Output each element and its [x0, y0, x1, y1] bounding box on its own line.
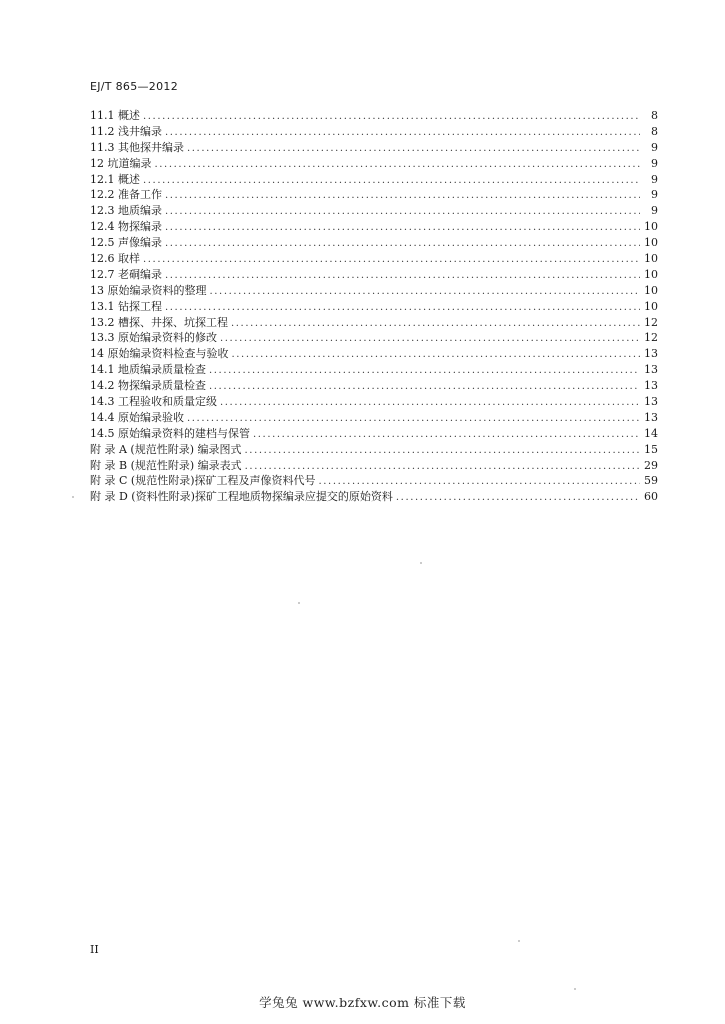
toc-entry [90, 235, 658, 251]
toc-entry-page: 14 [644, 426, 658, 440]
toc-entry [90, 140, 658, 156]
toc-dot-leader [210, 284, 641, 300]
toc-dot-leader [165, 204, 640, 220]
toc-entry-page: 9 [651, 172, 658, 186]
toc-entry-title: 11.2 浅井编录 [90, 124, 162, 138]
toc-entry [90, 362, 658, 378]
toc-entry [90, 378, 658, 394]
toc-entry-page: 15 [644, 442, 658, 456]
toc-entry-title: 14 原始编录资料检查与验收 [90, 347, 229, 361]
toc-dot-leader [165, 125, 640, 141]
toc-entry [90, 346, 658, 362]
toc-entry [90, 442, 658, 458]
toc-entry [90, 489, 658, 505]
toc-entry-page: 12 [644, 331, 658, 345]
toc-dot-leader [253, 427, 640, 443]
toc-entry [90, 473, 658, 489]
toc-entry [90, 267, 658, 283]
toc-entry-title: 附 录 C (规范性附录)探矿工程及声像资料代号 [90, 474, 316, 488]
toc-entry-page: 10 [644, 252, 658, 266]
toc-dot-leader [232, 347, 641, 363]
toc-dot-leader [231, 316, 640, 332]
toc-entry-page: 13 [644, 379, 658, 393]
toc-entry-title: 13 原始编录资料的整理 [90, 283, 207, 297]
toc-entry [90, 426, 658, 442]
toc-entry [90, 283, 658, 299]
toc-dot-leader [220, 331, 640, 347]
toc-dot-leader [143, 109, 640, 125]
toc-entry-title: 12.5 声像编录 [90, 236, 162, 250]
toc-entry [90, 156, 658, 172]
toc-entry-page: 13 [644, 347, 658, 361]
scan-speck [574, 988, 576, 990]
toc-entry-page: 13 [644, 410, 658, 424]
toc-entry-page: 8 [651, 124, 658, 138]
toc-entry [90, 315, 658, 331]
scan-speck [420, 562, 422, 564]
toc-entry-page: 10 [644, 220, 658, 234]
toc-entry-title: 附 录 A (规范性附录) 编录图式 [90, 442, 242, 456]
toc-dot-leader [155, 157, 641, 173]
scan-speck [298, 602, 300, 604]
toc-dot-leader [245, 459, 640, 475]
toc-entry-title: 14.2 物探编录质量检查 [90, 379, 206, 393]
scan-speck [518, 940, 520, 942]
toc-entry [90, 172, 658, 188]
toc-dot-leader [187, 411, 640, 427]
toc-dot-leader [165, 220, 640, 236]
page-number: II [90, 943, 99, 956]
toc-entry-title: 12.3 地质编录 [90, 204, 162, 218]
toc-entry-page: 9 [651, 140, 658, 154]
toc-dot-leader [209, 379, 640, 395]
toc-entry-title: 附 录 D (资料性附录)探矿工程地质物探编录应提交的原始资料 [90, 490, 393, 504]
toc-dot-leader [319, 474, 641, 490]
toc-entry-page: 10 [644, 299, 658, 313]
toc-dot-leader [187, 141, 640, 157]
toc-entry [90, 124, 658, 140]
toc-entry-title: 12.7 老硐编录 [90, 267, 162, 281]
toc-entry-title: 12.4 物探编录 [90, 220, 162, 234]
toc-dot-leader [143, 173, 640, 189]
toc-dot-leader [143, 252, 640, 268]
toc-entry-page: 13 [644, 395, 658, 409]
toc-entry-page: 60 [644, 490, 658, 504]
toc-entry-page: 10 [644, 267, 658, 281]
toc-entry-page: 8 [651, 109, 658, 122]
toc-entry [90, 394, 658, 410]
toc-entry [90, 219, 658, 235]
table-of-contents [90, 108, 658, 505]
toc-dot-leader [165, 300, 640, 316]
toc-entry-title: 13.1 钻探工程 [90, 299, 162, 313]
toc-entry-page: 9 [651, 188, 658, 202]
toc-entry-title: 14.5 原始编录资料的建档与保管 [90, 426, 250, 440]
toc-entry [90, 251, 658, 267]
toc-dot-leader [165, 188, 640, 204]
toc-dot-leader [165, 268, 640, 284]
toc-entry-page: 12 [644, 315, 658, 329]
toc-entry [90, 187, 658, 203]
toc-dot-leader [209, 363, 640, 379]
toc-entry-page: 9 [651, 156, 658, 170]
toc-entry-page: 29 [644, 458, 658, 472]
toc-dot-leader [245, 443, 640, 459]
toc-entry [90, 299, 658, 315]
toc-entry-title: 12 坑道编录 [90, 156, 152, 170]
toc-entry-title: 12.1 概述 [90, 172, 140, 186]
toc-entry-title: 11.1 概述 [90, 109, 140, 122]
watermark-footer: 学兔兔 www.bzfxw.com 标准下载 [259, 995, 466, 1010]
toc-entry [90, 410, 658, 426]
toc-entry-page: 13 [644, 363, 658, 377]
toc-entry-title: 14.1 地质编录质量检查 [90, 363, 206, 377]
document-code: EJ/T 865—2012 [90, 80, 179, 93]
toc-entry [90, 108, 658, 124]
toc-entry [90, 458, 658, 474]
toc-entry-title: 14.4 原始编录验收 [90, 410, 184, 424]
toc-entry-title: 附 录 B (规范性附录) 编录表式 [90, 458, 242, 472]
scan-speck [72, 496, 74, 498]
toc-entry [90, 203, 658, 219]
toc-entry-title: 14.3 工程验收和质量定级 [90, 395, 217, 409]
toc-entry-page: 10 [644, 283, 658, 297]
toc-entry-title: 12.2 准备工作 [90, 188, 162, 202]
toc-entry [90, 330, 658, 346]
toc-dot-leader [396, 490, 640, 506]
toc-entry-page: 9 [651, 204, 658, 218]
toc-entry-page: 10 [644, 236, 658, 250]
toc-entry-page: 59 [644, 474, 658, 488]
toc-dot-leader [220, 395, 640, 411]
toc-dot-leader [165, 236, 640, 252]
toc-entry-title: 11.3 其他探井编录 [90, 140, 184, 154]
toc-entry-title: 13.3 原始编录资料的修改 [90, 331, 217, 345]
toc-entry-title: 13.2 槽探、井探、坑探工程 [90, 315, 228, 329]
toc-entry-title: 12.6 取样 [90, 252, 140, 266]
